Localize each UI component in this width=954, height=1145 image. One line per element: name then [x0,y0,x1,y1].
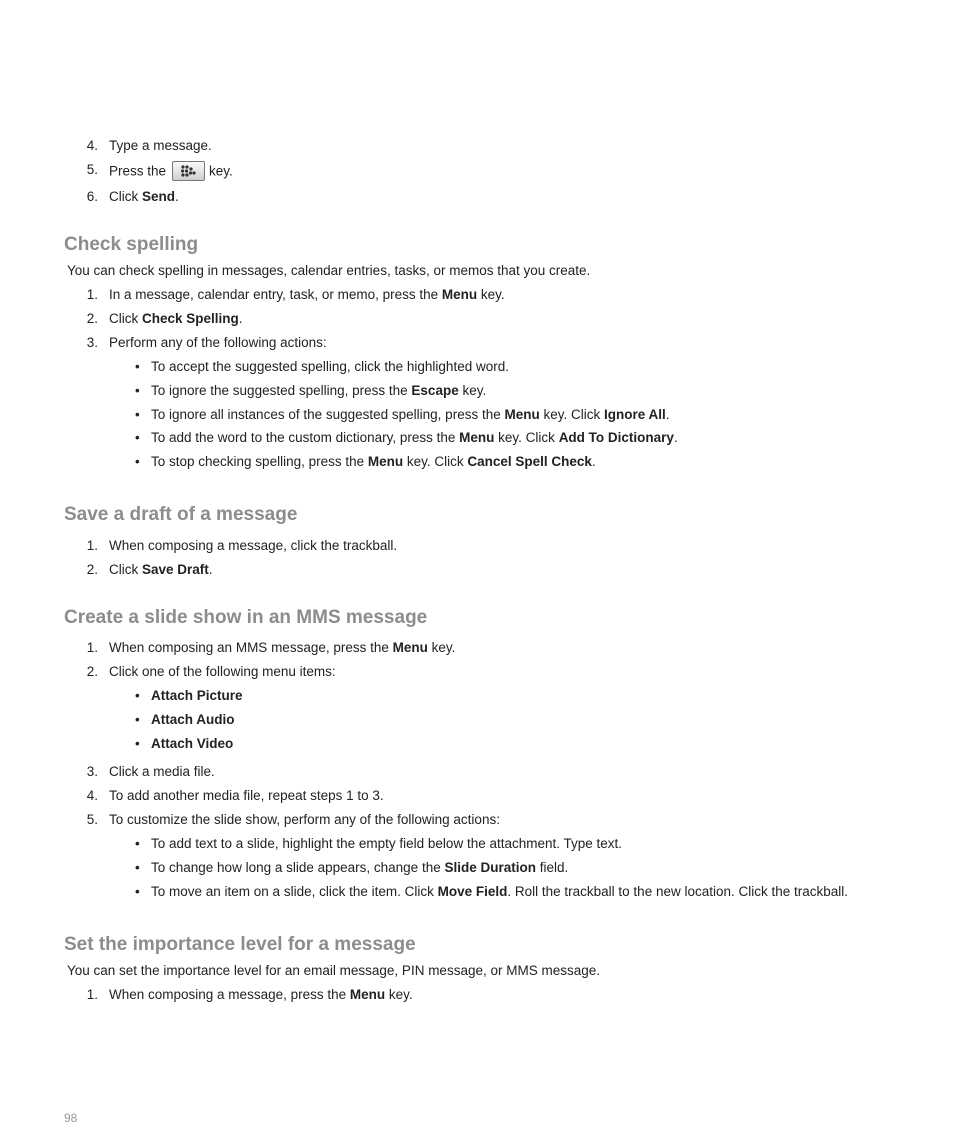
section-heading: Create a slide show in an MMS message [64,607,428,628]
list-item [0,812,954,830]
step-text: When composing a message, press the Menu key. [109,987,413,1002]
step-number: 4. [86,138,98,153]
ui-term: Menu [349,987,386,1002]
step-number: 3. [86,335,98,350]
list-item [0,538,954,556]
bullet-item [0,836,954,854]
step-text: In a message, calendar entry, task, or memo, press the Menu key. [109,287,505,302]
step-text: To customize the slide show, perform any of the following actions: [109,812,500,827]
bullet-marker: • [135,860,140,875]
bullet-marker: • [135,688,140,703]
step-number: 3. [86,764,98,779]
step-number: 1. [86,640,98,655]
section-heading: Save a draft of a message [64,504,298,525]
section-intro: You can check spelling in messages, calendar entries, tasks, or memos that you create. [67,263,591,278]
bullet-text: To accept the suggested spelling, click the highlighted word. [151,359,509,374]
bullet-marker: • [135,736,140,751]
step-number: 2. [86,664,98,679]
ui-term: Menu [441,287,478,302]
step-number: 1. [86,987,98,1002]
bullet-text: To stop checking spelling, press the Menu key. Click Cancel Spell Check. [151,454,596,469]
ui-term: Add To Dictionary [558,430,674,445]
section-heading: Set the importance level for a message [64,934,416,955]
bullet-text: To change how long a slide appears, change the Slide Duration field. [151,860,569,875]
bullet-text: To move an item on a slide, click the item. Click Move Field. Roll the trackball to the new location. Click the trackball. [151,884,849,899]
step-text: Type a message. [109,138,212,153]
bullet-text: To add the word to the custom dictionary, press the Menu key. Click Add To Dictionary. [151,430,678,445]
list-item [0,562,954,580]
ui-term: Menu [459,430,495,445]
bullet-marker: • [135,430,140,445]
step-text: Click Save Draft. [109,562,213,577]
bullet-marker: • [135,836,140,851]
step-text: Click Send. [109,189,179,204]
list-item [0,664,954,682]
list-item [0,764,954,782]
bullet-marker: • [135,712,140,727]
bullet-item [0,688,954,706]
step-number: 4. [86,788,98,803]
page-number: 98 [64,1111,78,1125]
bullet-item [0,454,954,472]
step-text: Click one of the following menu items: [109,664,336,679]
ui-term: Check Spelling [142,311,239,326]
bullet-item [0,736,954,754]
list-item [0,640,954,658]
step-number: 5. [86,812,98,827]
bullet-marker: • [135,359,140,374]
section-heading: Check spelling [64,234,199,255]
list-item [0,287,954,305]
ui-term: Save Draft [142,562,209,577]
step-text [109,162,233,182]
step-text: To add another media file, repeat steps 1 to 3. [109,788,384,803]
bullet-item [0,712,954,730]
menu-item-attach-picture: Attach Picture [151,688,243,703]
step-number: 2. [86,311,98,326]
ui-term: Ignore All [603,407,666,422]
list-item [0,138,954,156]
ui-term: Menu [504,407,540,422]
menu-item-attach-video: Attach Video [151,736,234,751]
bullet-item [0,430,954,448]
ui-term: Menu [367,454,404,469]
menu-item-attach-audio: Attach Audio [151,712,235,727]
bullet-marker: • [135,884,140,899]
bullet-text: To add text to a slide, highlight the empty field below the attachment. Type text. [151,836,623,851]
bullet-item [0,359,954,377]
list-item [0,788,954,806]
list-item [0,987,954,1005]
ui-term: Slide Duration [444,860,536,875]
step-text: When composing an MMS message, press the Menu key. [109,640,456,655]
step-text: When composing a message, click the trackball. [109,538,398,553]
ui-term: Send [142,189,176,204]
list-item [0,189,954,207]
step-number: 1. [86,538,98,553]
step-number: 2. [86,562,98,577]
bullet-item [0,383,954,401]
list-item [0,311,954,329]
list-item [0,162,954,180]
bullet-item [0,884,954,902]
bullet-item [0,407,954,425]
ui-term: Cancel Spell Check [467,454,592,469]
bullet-marker: • [135,407,140,422]
ui-term: Menu [392,640,428,655]
bullet-marker: • [135,454,140,469]
step-text-pre: Press the [109,163,167,179]
list-item [0,335,954,353]
step-text-post: key. [209,163,233,179]
step-number: 6. [86,189,98,204]
step-text: Perform any of the following actions: [109,335,327,350]
step-number: 5. [86,162,98,177]
step-text: Click Check Spelling. [109,311,243,326]
ui-term: Escape [411,383,459,398]
section-intro: You can set the importance level for an email message, PIN message, or MMS message. [67,963,600,978]
step-number: 1. [86,287,98,302]
bullet-text: To ignore all instances of the suggested spelling, press the Menu key. Click Ignore All. [151,407,670,422]
ui-term: Move Field [437,884,508,899]
bullet-text: To ignore the suggested spelling, press the Escape key. [151,383,487,398]
step-text: Click a media file. [109,764,215,779]
bullet-item [0,860,954,878]
bullet-marker: • [135,383,140,398]
blackberry-menu-key-icon [172,161,205,181]
